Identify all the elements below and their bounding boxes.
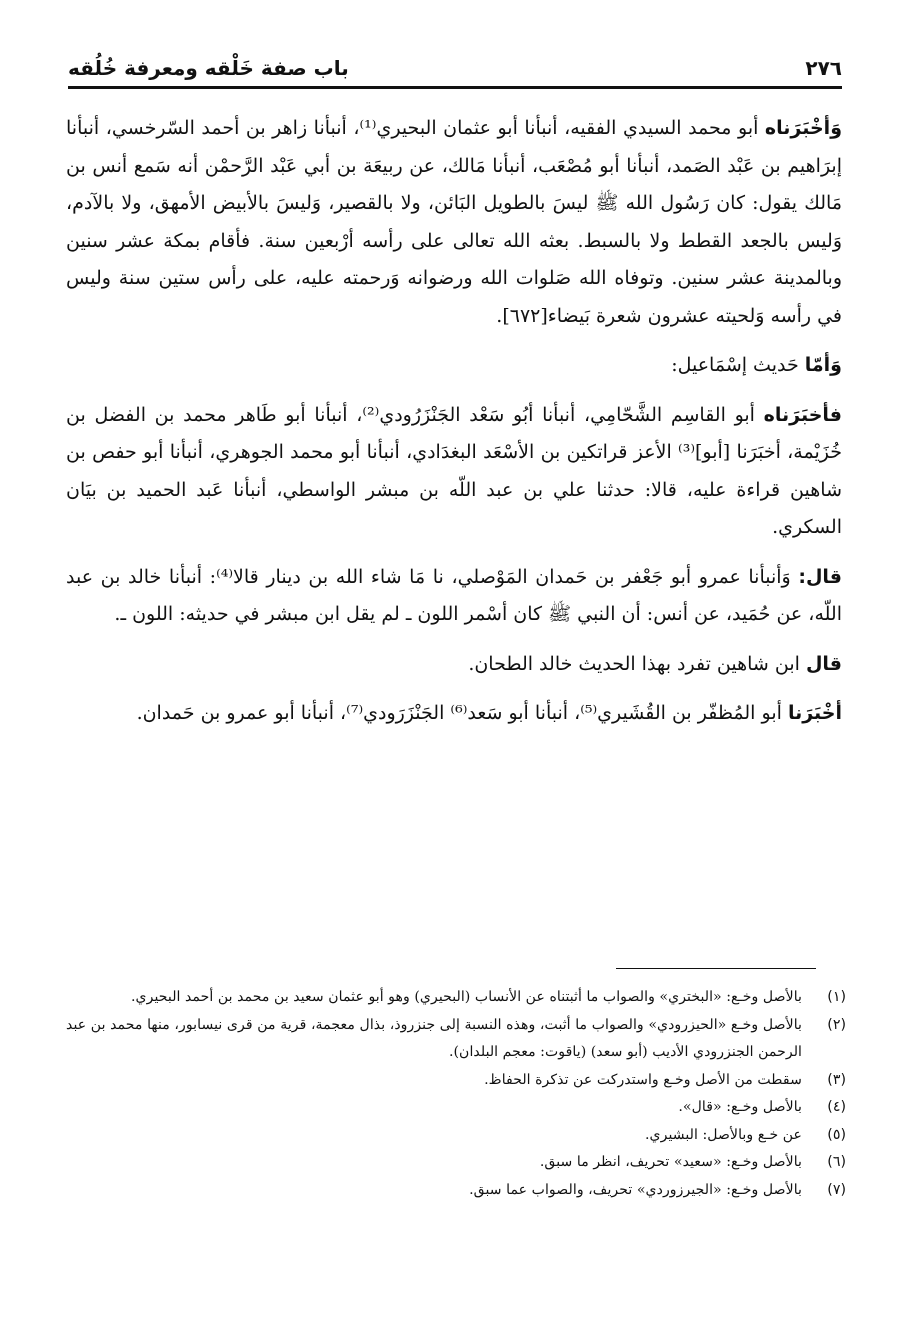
footnote-separator — [616, 968, 816, 969]
footnote-number: (٢) — [827, 1016, 846, 1033]
paragraph-lead: قال — [805, 652, 842, 675]
footnote-text: بالأصل وخـع «الحيزرودي» والصواب ما أثبت، وهذه النسبة إلى جنزروذ، بذال معجمة، قرية من قرى نيسابور، منها محمد بن عبد الرحمن الجنزرودي الأديب (أبو سعد) (ياقوت: معجم البلدان). — [66, 1016, 802, 1060]
paragraph-lead: أخْبَرَنا — [787, 702, 842, 724]
paragraph-6 — [66, 695, 842, 733]
footnote-number: (٤) — [827, 1099, 846, 1115]
footnote-number: (١) — [827, 989, 846, 1005]
footnote-text: بالأصل وخـع: «سعيد» تحريف، انظر ما سبق. — [539, 1154, 802, 1170]
paragraph-1 — [66, 110, 842, 335]
paragraph-3 — [66, 397, 842, 547]
footnote — [66, 1177, 846, 1205]
footnote — [66, 1122, 846, 1150]
footnote — [66, 1067, 846, 1095]
paragraph-text: ابن شاهين تفرد بهذا الحديث خالد الطحان. — [468, 652, 806, 675]
footnote-text: بالأصل وخـع: «قال». — [678, 1099, 802, 1115]
chapter-title: باب صفة خَلْقه ومعرفة خُلُقه — [68, 56, 349, 80]
footnote-number: (٧) — [827, 1181, 846, 1198]
footnote-text: بالأصل وخـع: «البختري» والصواب ما أثبتناه عن الأنساب (البحيري) وهو أبو عثمان سعيد بن محمد بن أحمد البحيري. — [131, 989, 802, 1005]
main-text — [66, 110, 842, 733]
footnote-number: (٥) — [827, 1126, 846, 1143]
page-number: ٢٧٦ — [805, 56, 842, 80]
footnote — [66, 1012, 846, 1067]
footnote — [66, 984, 846, 1012]
footnotes — [66, 984, 846, 1204]
paragraph-text: أبو محمد السيدي الفقيه، أنبأنا أبو عثمان البحيري⁽¹⁾، أنبأنا زاهر بن أحمد السّرخسي، أنبأنا إبرَاهيم بن عَبْد الصَمد، أنبأنا أبو مُصْعَب، أنبأنا مَالك، عن ربيعَة بن أبي عَبْد الرَّحمْن أنه سَمع أنس بن مَالك يقول: كان رَسُول الله ﷺ ليسَ بالطويل البَائن، ولا بالقصير، وَليسَ بالأبيض الأمهق، ولا بالآدم، وَليس بالجعد القطط ولا بالسبط. بعثه الله تعالى على رأسه أرْبعين سنة. فأقام بمكة عشر سنين وبالمدينة عشر سنين. وتوفاه الله صَلوات الله ورضوانه وَرحمته عليه، على رأس ستين سنة وليس في رأسه وَلحيته عشرون شعرة بَيضاء[٦٧٢]. — [66, 117, 843, 327]
paragraph-lead: وَأخْبَرَناه — [764, 117, 842, 139]
paragraph-text: وَأنبأنا عمرو أبو جَعْفر بن حَمدان المَوْصلي، نا مَا شاء الله بن دينار قالا⁽⁴⁾: أنبأنا خالد بن عبد اللّه، عن حُمَيد، عن أنس: أن النبي ﷺ كان أسْمر اللون ـ لم يقل ابن مبشر في حديثه: اللون ـ. — [66, 565, 842, 625]
footnote-text: عن خـع وبالأصل: البشيري. — [645, 1126, 802, 1143]
footnote-number: (٦) — [827, 1154, 846, 1170]
paragraph-5 — [66, 646, 842, 684]
paragraph-lead: قال: — [798, 565, 843, 588]
footnote — [66, 1094, 846, 1122]
paragraph-4 — [66, 559, 842, 634]
paragraph-2 — [66, 347, 842, 385]
running-header — [68, 40, 842, 89]
paragraph-text: أبو القاسِم الشَّحّامِي، أنبأنا أبُو سَعْد الجَنْزَرُودي⁽²⁾، أنبأنا أبو طَاهر محمد بن الفضل بن خُزَيْمة، أخبَرَنا [أبو]⁽³⁾ الأعز قراتكين بن الأسْعَد البغدَادي، أنبأنا أبو محمد الجوهري، أنبأنا أبو حفص بن شاهين قراءة عليه، قالا: حدثنا علي بن عبد اللّه بن مبشر الواسطي، أنبأنا عَبد الحميد بن بيَان السكري. — [66, 403, 842, 538]
footnote-text: بالأصل وخـع: «الجيرزوردي» تحريف، والصواب عما سبق. — [469, 1181, 802, 1198]
paragraph-lead: فأخبَرَناه — [763, 403, 842, 426]
paragraph-lead: وَأمّا — [804, 354, 842, 376]
footnote-number: (٣) — [827, 1071, 846, 1088]
paragraph-text: أبو المُظفّر بن القُشَيري⁽⁵⁾، أنبأنا أبو سَعد⁽⁶⁾ الجَنْزَرَودي⁽⁷⁾، أنبأنا أبو عمرو بن حَمدان. — [136, 702, 788, 724]
paragraph-text: حَديث إسْمَاعيل: — [671, 354, 805, 376]
footnote — [66, 1149, 846, 1177]
footnote-text: سقطت من الأصل وخـع واستدركت عن تذكرة الحفاظ. — [484, 1071, 802, 1088]
